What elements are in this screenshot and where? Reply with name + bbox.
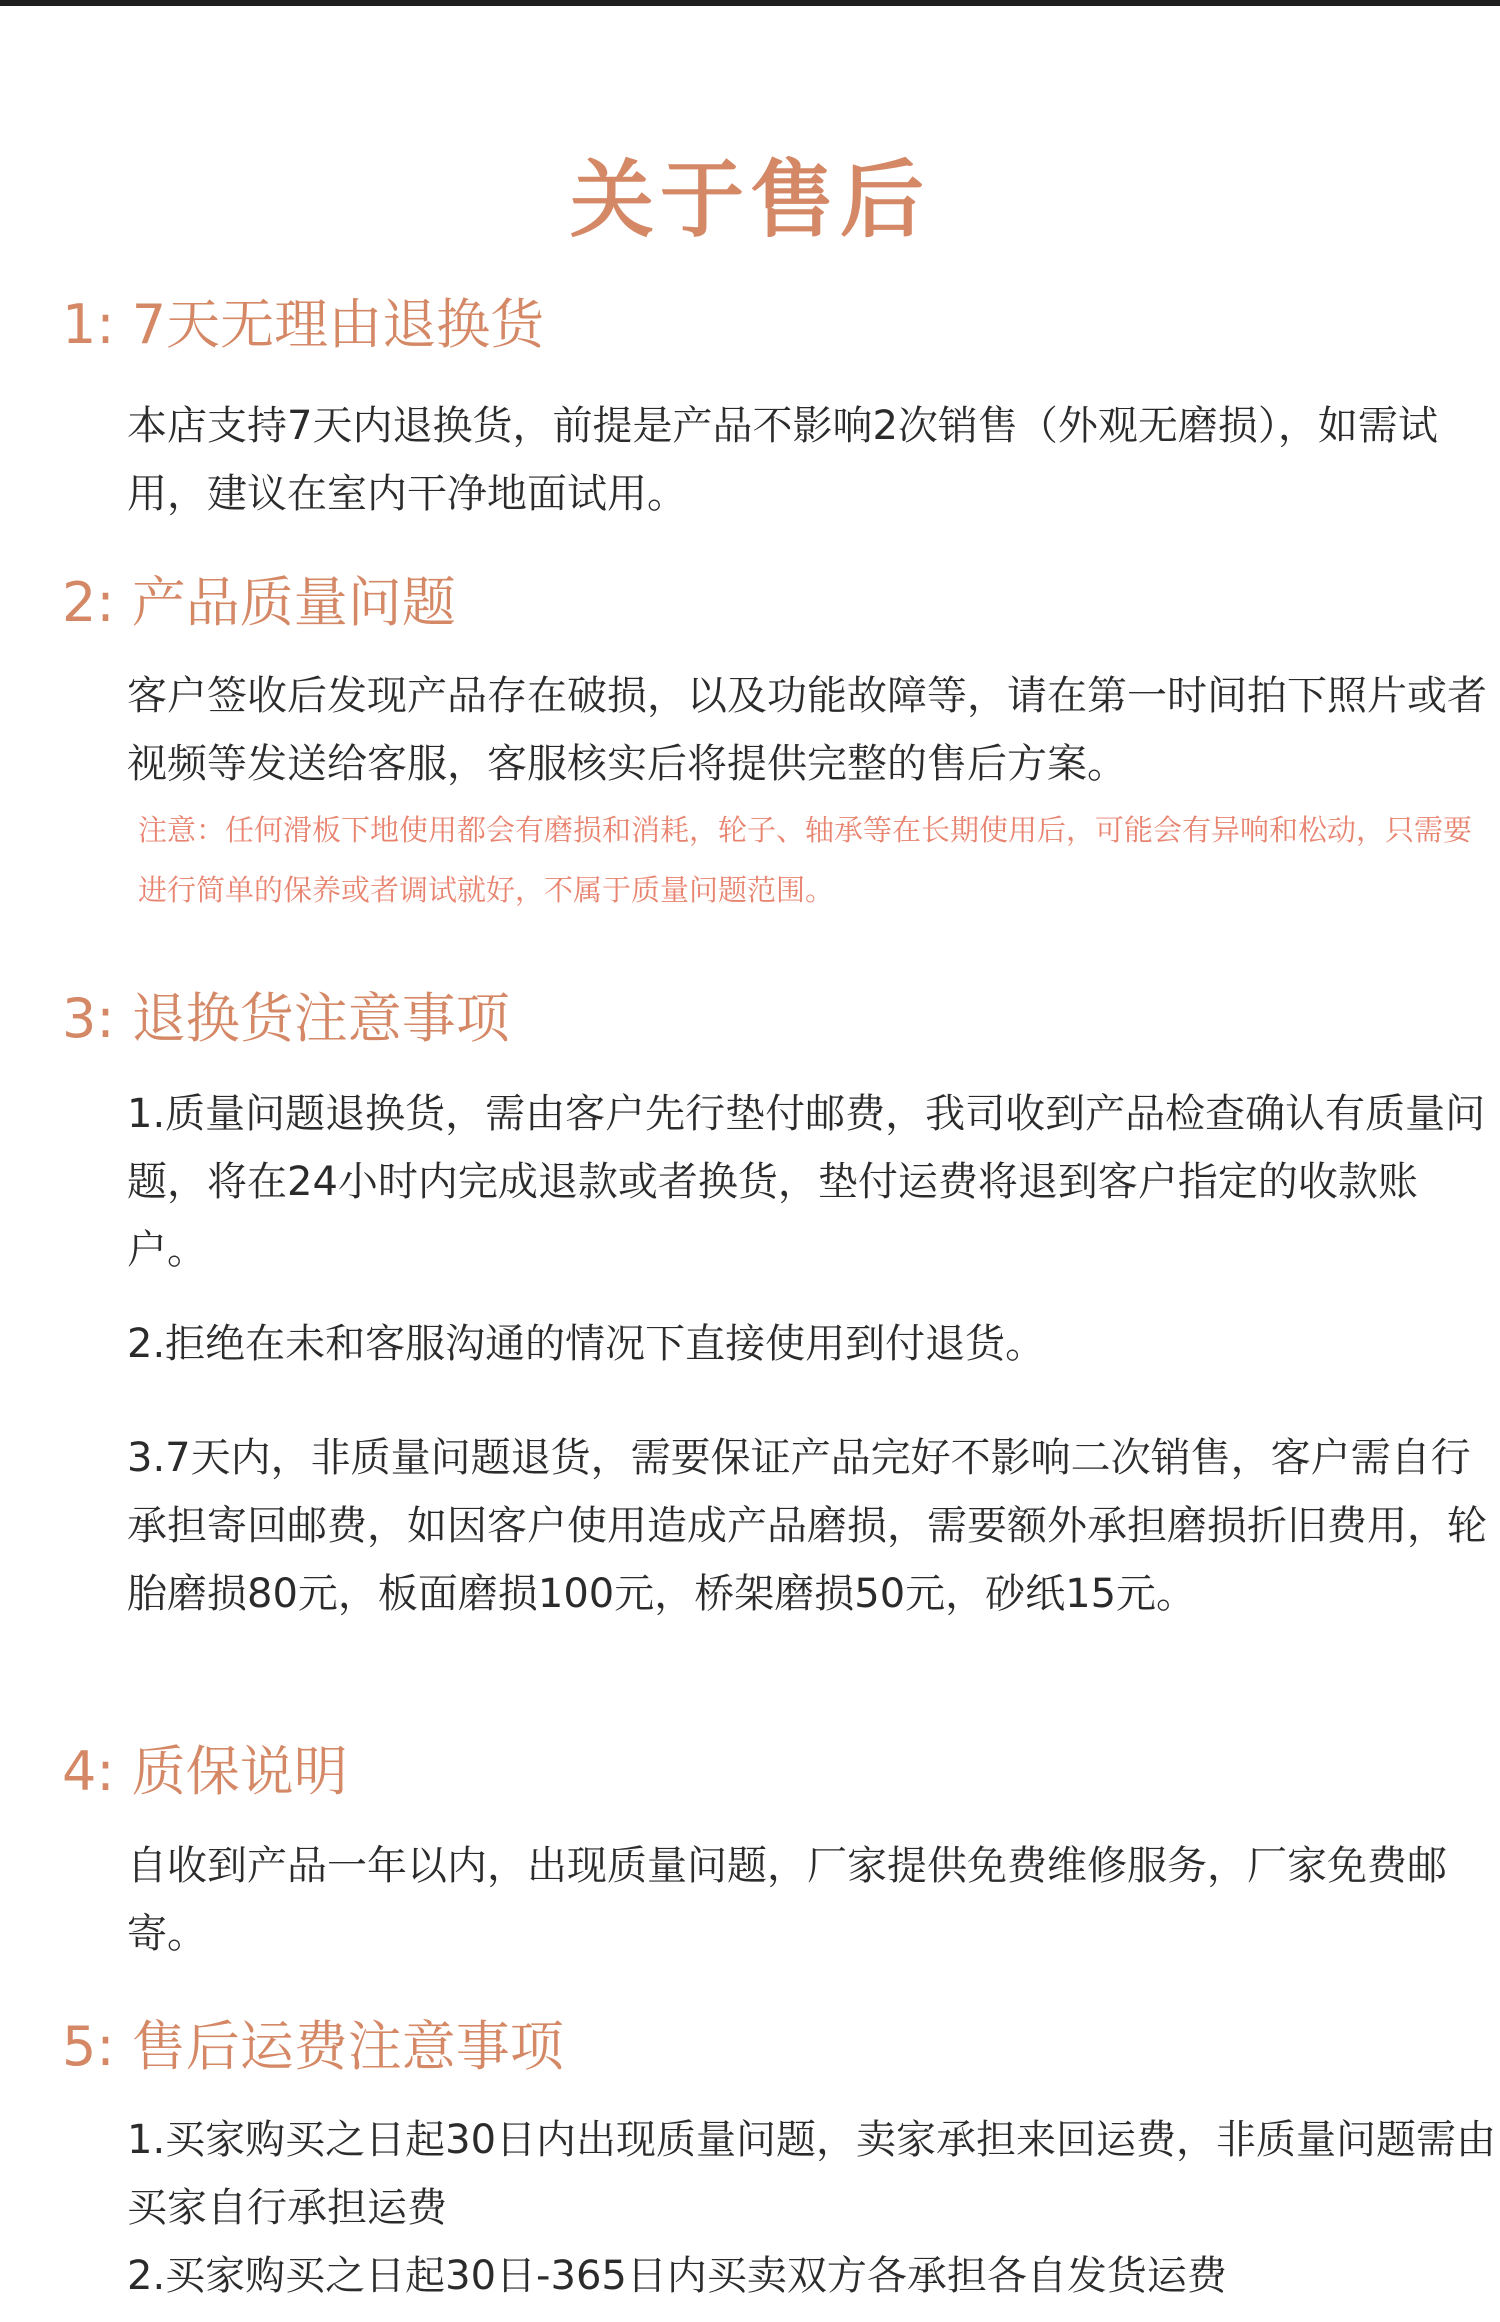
section-5-heading: 5: 售后运费注意事项 bbox=[62, 2015, 564, 2078]
section-4-heading: 4: 质保说明 bbox=[62, 1740, 348, 1803]
section-1-heading: 1: 7天无理由退换货 bbox=[62, 293, 545, 356]
section-1-paragraph: 本店支持7天内退换货，前提是产品不影响2次销售（外观无磨损），如需试用，建议在室内干净地面试用。 bbox=[127, 403, 1438, 517]
section-2-note: 注意：任何滑板下地使用都会有磨损和消耗，轮子、轴承等在长期使用后，可能会有异响和松动，只需要进行简单的保养或者调试就好，不属于质量问题范围。 bbox=[138, 813, 1473, 907]
top-border bbox=[0, 0, 1500, 6]
section-2-heading: 2: 产品质量问题 bbox=[62, 571, 456, 634]
section-5-paragraph-2: 2.买家购买之日起30日-365日内买卖双方各承担各自发货运费 bbox=[127, 2253, 1227, 2299]
section-3-paragraph-2: 2.拒绝在未和客服沟通的情况下直接使用到付退货。 bbox=[127, 1321, 1046, 1367]
section-5-paragraph-1: 1.买家购买之日起30日内出现质量问题，卖家承担来回运费，非质量问题需由买家自行承担运费 bbox=[127, 2117, 1497, 2231]
section-3-paragraph-3: 3.7天内，非质量问题退货，需要保证产品完好不影响二次销售，客户需自行承担寄回邮费，如因客户使用造成产品磨损，需要额外承担磨损折旧费用，轮胎磨损80元，板面磨损100元，桥架磨损50元，砂纸15元。 bbox=[127, 1435, 1487, 1617]
page-title: 关于售后 bbox=[569, 151, 930, 249]
section-2-paragraph: 客户签收后发现产品存在破损，以及功能故障等，请在第一时间拍下照片或者视频等发送给客服，客服核实后将提供完整的售后方案。 bbox=[127, 673, 1487, 787]
section-3-heading: 3: 退换货注意事项 bbox=[62, 987, 510, 1050]
section-4-paragraph: 自收到产品一年以内，出现质量问题，厂家提供免费维修服务，厂家免费邮寄。 bbox=[127, 1843, 1447, 1957]
section-3-paragraph-1: 1.质量问题退换货，需由客户先行垫付邮费，我司收到产品检查确认有质量问题，将在24小时内完成退款或者换货，垫付运费将退到客户指定的收款账户。 bbox=[127, 1091, 1486, 1273]
